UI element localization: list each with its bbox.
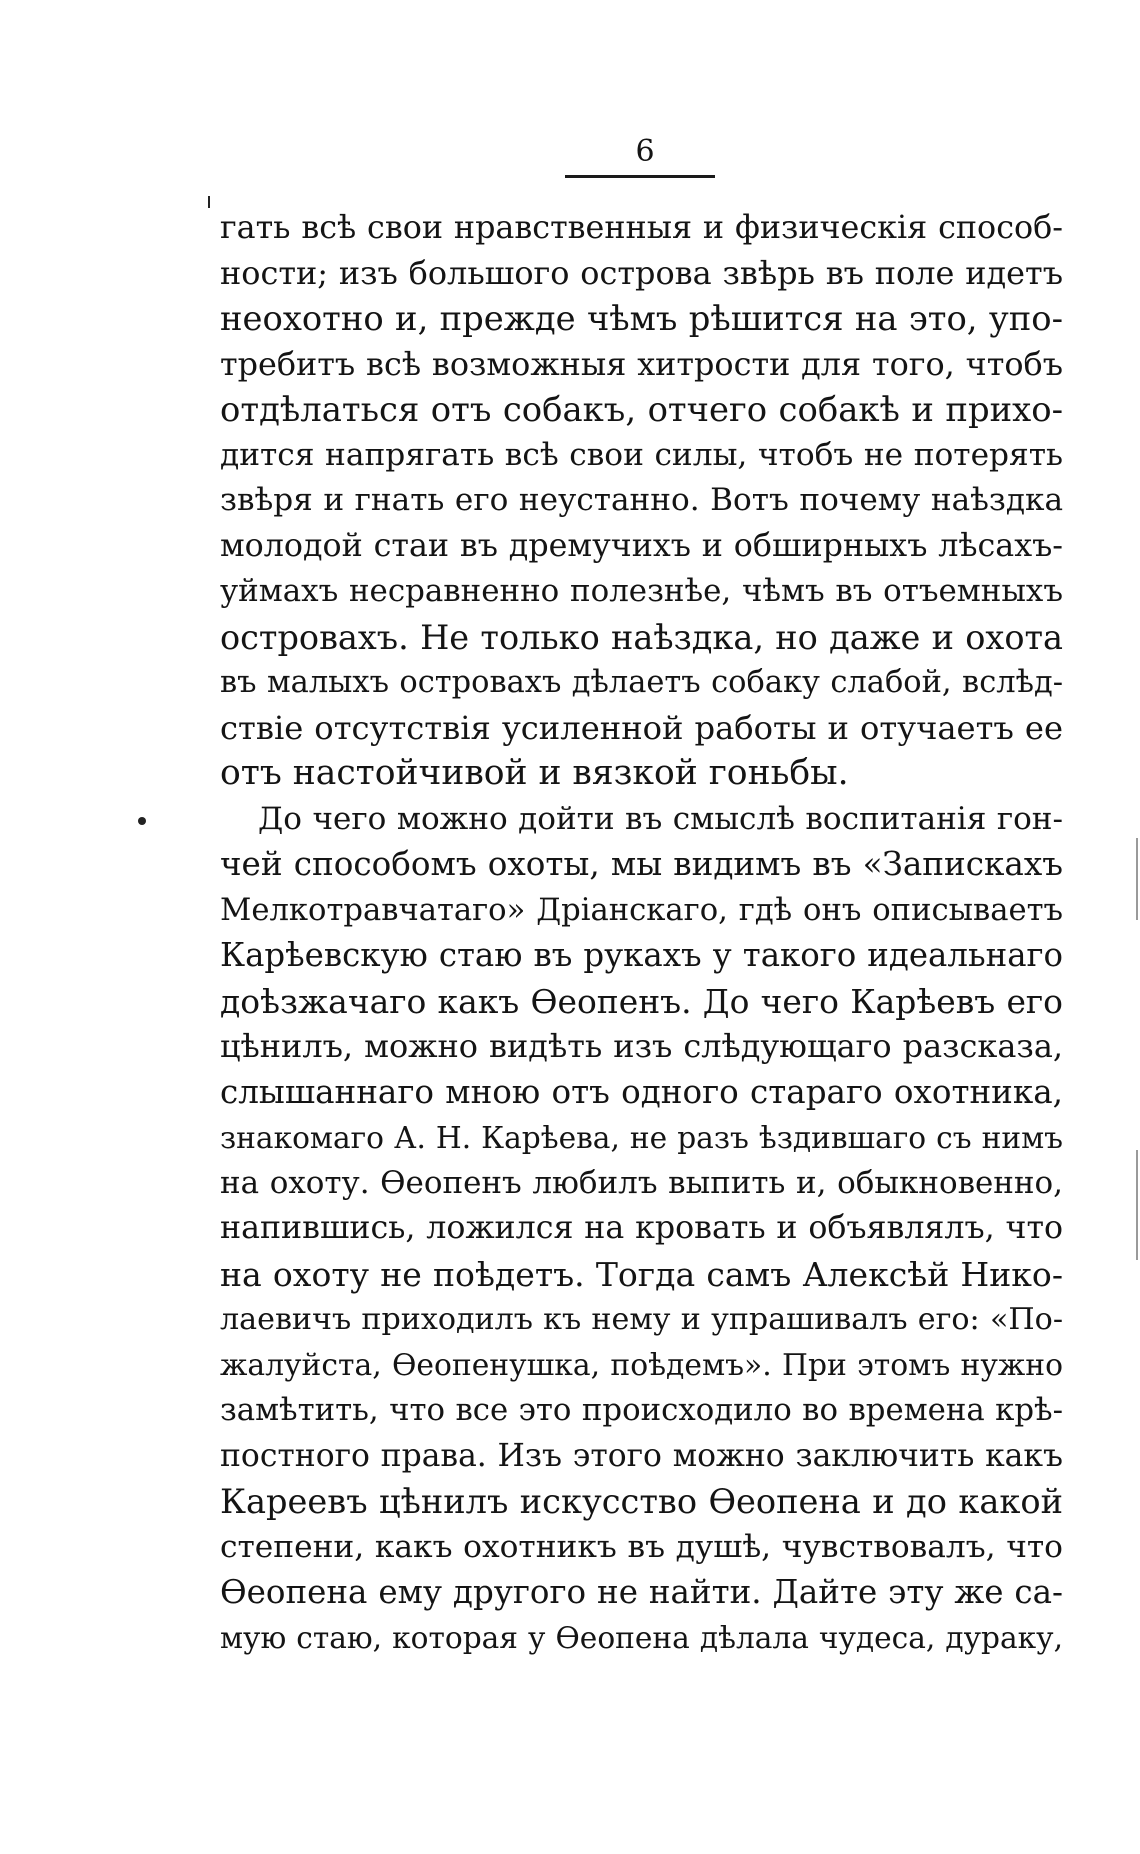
- text-line: дится напрягать всѣ свои силы, чтобъ не потерять: [220, 436, 1063, 473]
- text-line: доѣзжачаго какъ Ѳеопенъ. До чего Карѣевъ его: [220, 981, 1063, 1021]
- paragraph-end-line: отъ настойчивой и вязкой гоньбы.: [220, 753, 849, 793]
- text-line: слышаннаго мною отъ одного стараго охотника,: [220, 1072, 1063, 1111]
- body-text: [220, 205, 1063, 1661]
- text-line: цѣнилъ, можно видѣть изъ слѣдующаго разсказа,: [220, 1027, 1063, 1065]
- text-line: неохотно и, прежде чѣмъ рѣшится на это, упо-: [220, 299, 1063, 338]
- text-line: молодой стаи въ дремучихъ и обширныхъ лѣсахъ-: [220, 527, 1063, 564]
- text-line: постного права. Изъ этого можно заключить какъ: [220, 1437, 1063, 1474]
- text-line: Карѣевскую стаю въ рукахъ у такого идеальнаго: [220, 936, 1063, 974]
- text-line: Мелкотравчатаго» Дріанскаго, гдѣ онъ описываетъ: [220, 892, 1063, 928]
- text-line: гать всѣ свои нравственныя и физическія способ-: [220, 209, 1063, 246]
- text-line: ности; изъ большого острова звѣрь въ поле идетъ: [220, 253, 1063, 292]
- text-line: ствіе отсутствія усиленной работы и отучаетъ ее: [220, 708, 1063, 747]
- text-line: Кареевъ цѣнилъ искусство Ѳеопена и до какой: [220, 1482, 1063, 1521]
- text-line: уймахъ несравненно полезнѣе, чѣмъ въ отъемныхъ: [220, 573, 1063, 609]
- text-line: мую стаю, которая у Ѳеопена дѣлала чудеса, дураку,: [220, 1620, 1063, 1655]
- text-line: степени, какъ охотникъ въ душѣ, чувствовалъ, что: [220, 1528, 1063, 1565]
- text-line: требитъ всѣ возможныя хитрости для того, чтобъ: [220, 344, 1063, 383]
- margin-tick-mark: [208, 196, 210, 208]
- margin-dot-mark: [138, 817, 146, 825]
- page-number: 6: [635, 134, 655, 169]
- text-line: въ малыхъ островахъ дѣлаетъ собаку слабой, вслѣд-: [220, 665, 1063, 700]
- text-line: на охоту. Ѳеопенъ любилъ выпить и, обыкновенно,: [220, 1164, 1063, 1201]
- text-line: замѣтить, что все это происходило во времена крѣ-: [220, 1392, 1063, 1428]
- text-line: жалуйста, Ѳеопенушка, поѣдемъ». При этомъ нужно: [220, 1347, 1063, 1383]
- text-line: на охоту не поѣдетъ. Тогда самъ Алексѣй Нико-: [220, 1254, 1063, 1294]
- page-edge-shadow: [1136, 838, 1138, 920]
- text-line: Ѳеопена ему другого не найти. Дайте эту же са-: [220, 1573, 1063, 1611]
- text-line: напившись, ложился на кровать и объявлялъ, что: [220, 1210, 1063, 1246]
- page-edge-shadow: [1136, 1150, 1138, 1260]
- text-line: чей способомъ охоты, мы видимъ въ «Запискахъ: [220, 845, 1063, 883]
- text-line: звѣря и гнать его неустанно. Вотъ почему наѣздка: [220, 482, 1063, 518]
- text-line: островахъ. Не только наѣздка, но даже и охота: [220, 617, 1063, 657]
- text-line: отдѣлаться отъ собакъ, отчего собакѣ и прихо-: [220, 390, 1063, 429]
- text-line: знакомаго А. Н. Карѣева, не разъ ѣздившаго съ нимъ: [220, 1120, 1063, 1155]
- paragraph-start-line: До чего можно дойти въ смыслѣ воспитанія гон-: [258, 800, 1063, 837]
- text-line: лаевичъ приходилъ къ нему и упрашивалъ его: «По-: [220, 1302, 1063, 1337]
- header-rule: [565, 175, 715, 178]
